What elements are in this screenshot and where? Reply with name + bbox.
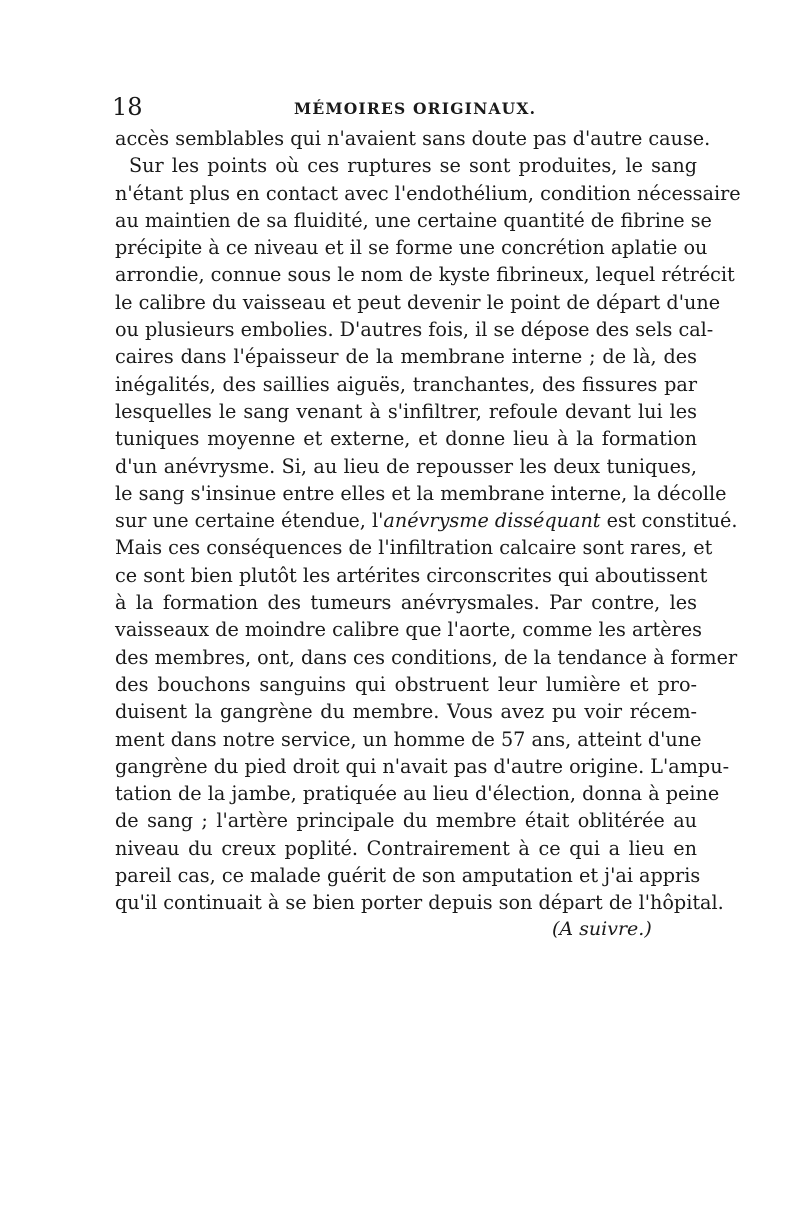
text-line: le sang s'insinue entre elles et la membrane interne, la décolle — [115, 481, 727, 505]
text-line: ou plusieurs embolies. D'autres fois, il se dépose des sels cal- — [115, 318, 714, 342]
text-line: de sang ; l'artère principale du membre était oblitérée au — [115, 809, 697, 833]
text-line: précipite à ce niveau et il se forme une concrétion aplatie ou — [115, 236, 708, 260]
text-run: sur une certaine étendue, l' — [115, 509, 384, 533]
text-line: n'étant plus en contact avec l'endothélium, condition nécessaire — [115, 181, 741, 205]
text-line: inégalités, des saillies aiguës, tranchantes, des fissures par — [115, 372, 697, 396]
text-line: le calibre du vaisseau et peut devenir le point de départ d'une — [115, 290, 721, 314]
text-line: à la formation des tumeurs anévrysmales. Par contre, les — [115, 591, 697, 615]
text-line: duisent la gangrène du membre. Vous avez pu voir récem- — [115, 700, 697, 724]
text-line: des membres, ont, dans ces conditions, de la tendance à former — [115, 645, 738, 669]
text-line: des bouchons sanguins qui obstruent leur lumière et pro- — [115, 672, 697, 696]
text-line: d'un anévrysme. Si, au lieu de repousser les deux tuniques, — [115, 454, 697, 478]
page-header — [112, 92, 702, 126]
text-line: tuniques moyenne et externe, et donne lieu à la formation — [115, 427, 697, 451]
text-line: tation de la jambe, pratiquée au lieu d'élection, donna à peine — [115, 782, 720, 806]
text-line: vaisseaux de moindre calibre que l'aorte, comme les artères — [115, 618, 702, 642]
italic-term: anévrysme disséquant — [383, 509, 601, 533]
text-line: ment dans notre service, un homme de 57 ans, atteint d'une — [115, 727, 702, 751]
text-line: Mais ces conséquences de l'infiltration calcaire sont rares, et — [115, 536, 713, 560]
text-line: caires dans l'épaisseur de la membrane interne ; de là, des — [115, 345, 697, 369]
text-line: gangrène du pied droit qui n'avait pas d'autre origine. L'ampu- — [115, 754, 730, 778]
text-line: ce sont bien plutôt les artérites circonscrites qui aboutissent — [115, 563, 708, 587]
page-number: 18 — [112, 93, 143, 121]
text-line: qu'il continuait à se bien porter depuis son départ de l'hôpital. — [115, 891, 724, 915]
running-head: MÉMOIRES ORIGINAUX. — [294, 99, 537, 118]
text-line: pareil cas, ce malade guérit de son amputation et j'ai appris — [115, 864, 701, 888]
text-line: Sur les points où ces ruptures se sont produites, le sang — [129, 154, 697, 178]
text-line: lesquelles le sang venant à s'infiltrer, refoule devant lui les — [115, 399, 697, 423]
text-line: arrondie, connue sous le nom de kyste fibrineux, lequel rétrécit — [115, 263, 735, 287]
text-line: niveau du creux poplité. Contrairement à ce qui a lieu en — [115, 836, 697, 860]
text-line-with-italic — [115, 507, 738, 534]
text-line: accès semblables qui n'avaient sans doute pas d'autre cause. — [115, 127, 711, 150]
body-text — [115, 125, 741, 917]
to-be-continued: (A suivre.) — [552, 918, 652, 940]
text-line: au maintien de sa fluidité, une certaine quantité de fibrine se — [115, 208, 712, 232]
text-run: est constitué. — [600, 509, 738, 533]
